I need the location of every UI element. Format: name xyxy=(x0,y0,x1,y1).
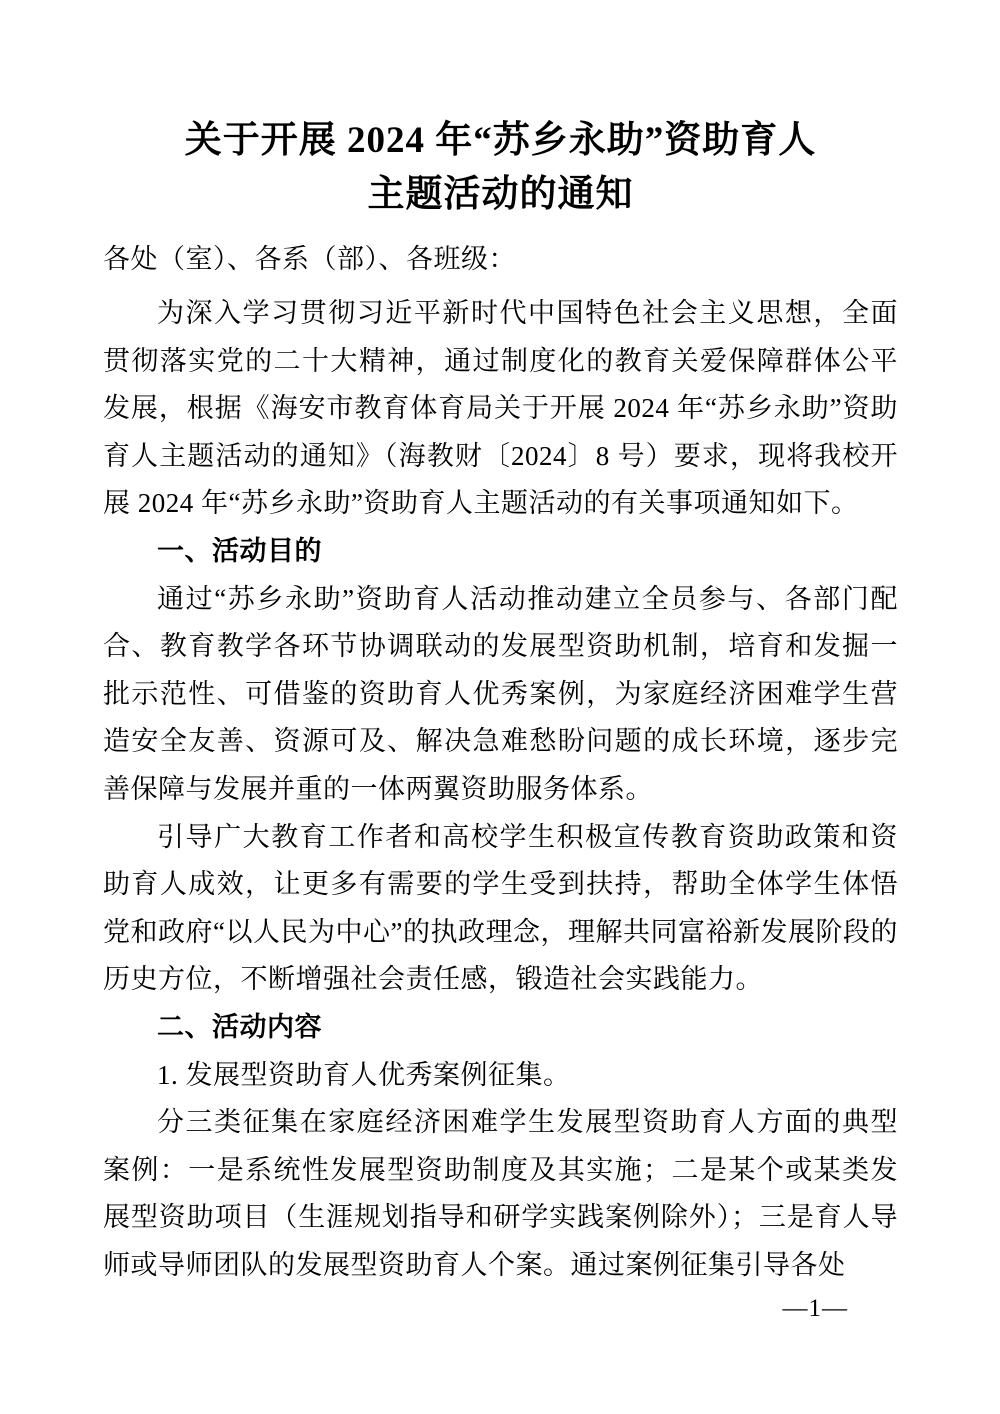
document-content xyxy=(103,114,898,1289)
section-heading-activity-purpose: 一、活动目的 xyxy=(157,535,322,566)
salutation: 各处（室）、各系（部）、各班级： xyxy=(103,244,516,274)
document-title-line2: 主题活动的通知 xyxy=(367,174,634,215)
document-title xyxy=(103,114,898,222)
paragraph-intro: 为深入学习贯彻习近平新时代中国特色社会主义思想，全面贯彻落实党的二十大精神，通过制度化的教育关爱保障群体公平发展，根据《海安市教育体育局关于开展 2024 年“苏乡永助”资助育人主题活动的通知》（海教财〔2024〕8 号）要求，现将我校开展 2024 年“苏乡永助”资助育人主题活动的有关事项通知如下。 xyxy=(103,298,898,519)
paragraph-item-1-detail: 分三类征集在家庭经济困难学生发展型资助育人方面的典型案例：一是系统性发展型资助制度及其实施；二是某个或某类发展型资助项目（生涯规划指导和研学实践案例除外）；三是育人导师或导师团队的发展型资助育人个案。通过案例征集引导各处 xyxy=(103,1107,898,1280)
paragraph-item-1: 1. 发展型资助育人优秀案例征集。 xyxy=(157,1059,571,1090)
paragraph-purpose-2: 引导广大教育工作者和高校学生积极宣传教育资助政策和资助育人成效，让更多有需要的学生受到扶持，帮助全体学生体悟党和政府“以人民为中心”的执政理念，理解共同富裕新发展阶段的历史方位，不断增强社会责任感，锻造社会实践能力。 xyxy=(103,821,898,995)
paragraph-purpose-1: 通过“苏乡永助”资助育人活动推动建立全员参与、各部门配合、教育教学各环节协调联动的发展型资助机制，培育和发掘一批示范性、可借鉴的资助育人优秀案例，为家庭经济困难学生营造安全友善、资源可及、解决急难愁盼问题的成长环境，逐步完善保障与发展并重的一体两翼资助服务体系。 xyxy=(103,583,898,804)
page-number: —1— xyxy=(782,1295,848,1322)
section-heading-activity-content: 二、活动内容 xyxy=(157,1011,322,1042)
document-title-line1: 关于开展 2024 年“苏乡永助”资助育人 xyxy=(184,120,817,161)
